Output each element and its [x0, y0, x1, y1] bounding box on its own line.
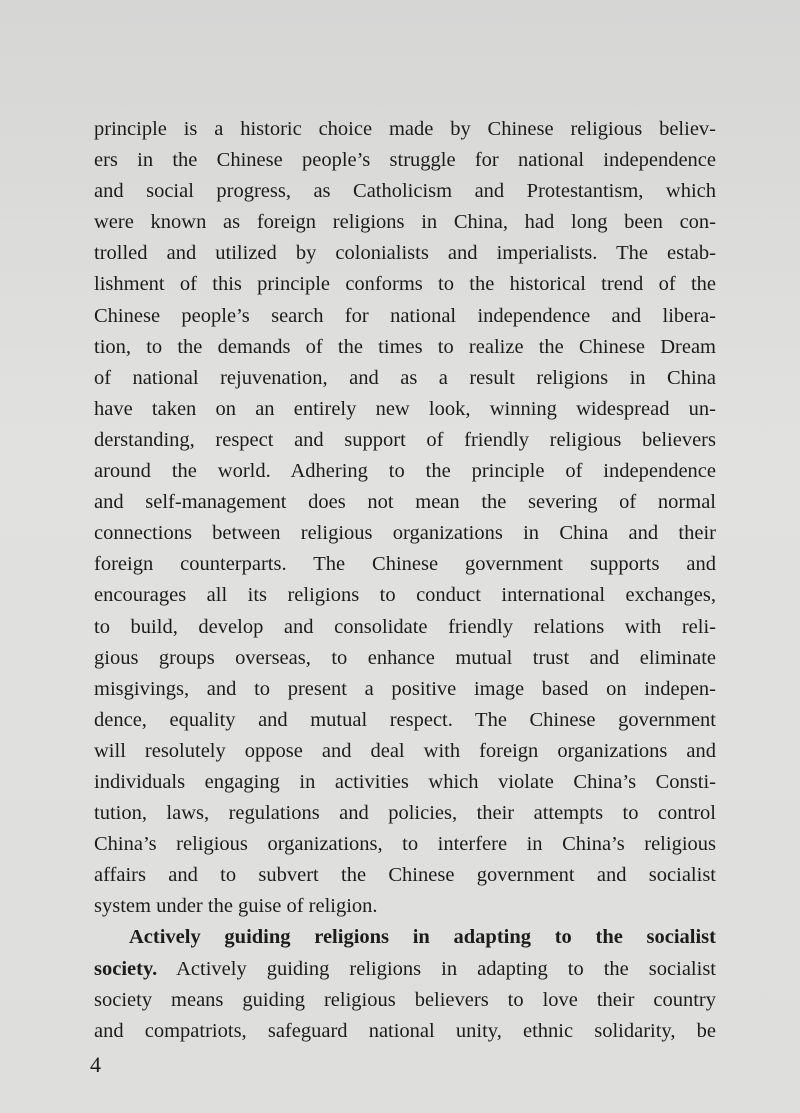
text-line: misgivings, and to present a positive image based on indepen- [94, 677, 716, 700]
text-line: around the world. Adhering to the principle of independence [94, 460, 716, 483]
text-line: dence, equality and mutual respect. The Chinese government [94, 708, 716, 731]
text-line: affairs and to subvert the Chinese government and socialist [94, 864, 716, 887]
text-line: and social progress, as Catholicism and Protestantism, which [94, 180, 716, 203]
text-line: lishment of this principle conforms to the historical trend of the [94, 273, 716, 296]
text-line: gious groups overseas, to enhance mutual trust and eliminate [94, 646, 716, 669]
text-line: system under the guise of religion. [94, 895, 378, 918]
text-line: foreign counterparts. The Chinese government supports and [94, 553, 716, 576]
text-line: Chinese people’s search for national independence and libera- [94, 304, 716, 327]
text-line: tution, laws, regulations and policies, their attempts to control [94, 802, 716, 825]
page-number: 4 [90, 1052, 101, 1077]
text-line: have taken on an entirely new look, winning widespread un- [94, 397, 716, 420]
text-line: and self-management does not mean the severing of normal [94, 491, 716, 514]
text-line: encourages all its religions to conduct international exchanges, [94, 584, 716, 607]
text-line: and compatriots, safeguard national unity, ethnic solidarity, be [94, 1019, 716, 1042]
text-line: trolled and utilized by colonialists and imperialists. The estab- [94, 242, 716, 265]
text-line: were known as foreign religions in China, had long been con- [94, 211, 716, 234]
section-heading-line [94, 922, 716, 953]
text-line: will resolutely oppose and deal with foreign organizations and [94, 739, 716, 762]
text-line: individuals engaging in activities which violate China’s Consti- [94, 770, 716, 793]
text-line: ers in the Chinese people’s struggle for national independence [94, 149, 716, 172]
section-heading: Actively guiding religions in adapting to the socialist [129, 926, 716, 949]
text-line: to build, develop and consolidate friendly relations with reli- [94, 615, 716, 638]
section-heading-end: society. [94, 957, 158, 980]
text-line: principle is a historic choice made by Chinese religious believ- [94, 118, 716, 140]
text-line: connections between religious organizations in China and their [94, 522, 716, 545]
section-text: Actively guiding religions in adapting to the socialist [176, 957, 716, 980]
body-text [94, 114, 716, 1047]
text-line: society means guiding religious believers to love their country [94, 988, 716, 1011]
text-line: of national rejuvenation, and as a result religions in China [94, 366, 716, 389]
text-line: China’s religious organizations, to interfere in China’s religious [94, 833, 716, 856]
text-line [94, 954, 716, 985]
text-line: derstanding, respect and support of friendly religious believers [94, 428, 716, 451]
text-line: tion, to the demands of the times to realize the Chinese Dream [94, 335, 716, 358]
